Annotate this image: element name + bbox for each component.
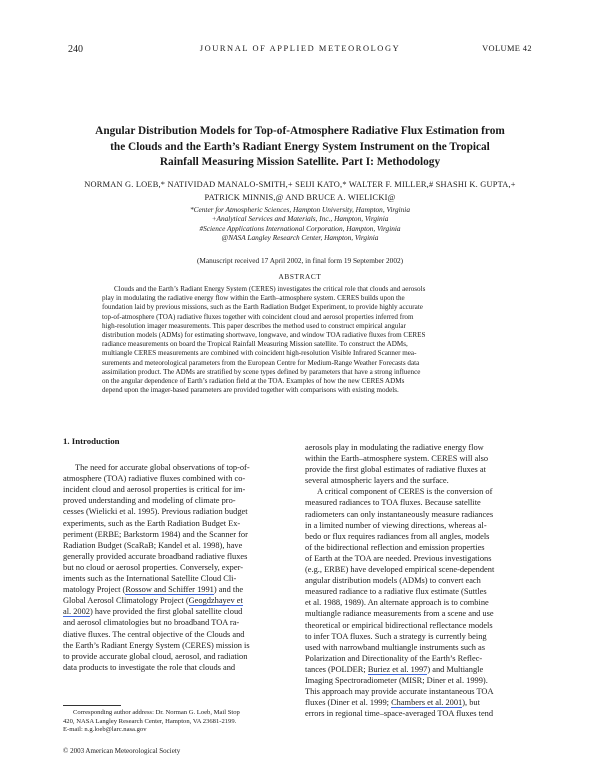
body-text-line: bedo or flux requires radiances from all angles, models: [305, 531, 490, 541]
footnote-line: Corresponding author address: Dr. Norman G. Loeb, Mail Stop: [73, 709, 240, 716]
running-head: [68, 44, 532, 58]
body-text-line: atmosphere (TOA) radiative fluxes combined with co-: [63, 474, 246, 484]
body-text-line: measured radiance to a radiative flux estimate (Suttles: [305, 587, 487, 597]
body-text-line: of the bidirectional reflection and emission properties: [305, 542, 485, 552]
body-text-line: provide the first global estimates of radiative fluxes at: [305, 465, 486, 475]
abstract-line: radiance measurements on board the Tropical Rainfall Measuring Mission satellite. To construct the ADMs,: [102, 340, 408, 349]
body-text-line: and aerosol climatologies but no broadband TOA ra-: [63, 618, 240, 628]
abstract-line: distribution models (ADMs) for estimating shortwave, longwave, and window TOA radiative fluxes from CERES: [102, 331, 426, 340]
abstract-line: on the angular dependence of Earth’s radiation field at the TOA. Examples of how the new CERES ADMs: [102, 377, 405, 386]
body-text-line: fluxes (Diner et al. 1999; Chambers et al. 2001), but: [305, 698, 480, 708]
copyright-notice: © 2003 American Meteorological Society: [63, 747, 181, 755]
body-text-line: used with narrowband multiangle instruments such as: [305, 642, 486, 652]
citation-link[interactable]: al. 2002: [63, 607, 90, 617]
body-text-line: to infer TOA fluxes. Such a strategy is currently being: [305, 631, 487, 641]
body-text-line: iments such as the International Satellite Cloud Cli-: [63, 574, 237, 584]
manuscript-note: (Manuscript received 17 April 2002, in final form 19 September 2002): [196, 256, 404, 265]
body-text-line: Imaging Spectroradiometer (MISR; Diner et al. 1999).: [305, 675, 488, 685]
author-line: PATRICK MINNIS,@ AND BRUCE A. WIELICKI@: [204, 193, 396, 202]
body-text-line: This approach may provide accurate instantaneous TOA: [305, 687, 494, 697]
body-text-line: errors in regional time–space-averaged TOA fluxes tend: [305, 709, 494, 719]
abstract-line: multiangle CERES measurements are combined with coincident high-resolution Visible Infrared Scanner mea-: [102, 349, 417, 358]
body-text-line: to provide accurate global cloud, aerosol, and radiation: [63, 651, 248, 661]
body-text-line: within the Earth–atmosphere system. CERES will also: [305, 454, 489, 464]
author-line: NORMAN G. LOEB,* NATIVIDAD MANALO-SMITH,+ SEIJI KATO,* WALTER F. MILLER,# SHASHI K. GUPTA,+: [84, 180, 516, 189]
body-text-line: measured radiances to TOA fluxes. Because satellite: [305, 498, 481, 508]
body-text-line: cesses (Wielicki et al. 1995). Previous radiation budget: [63, 507, 248, 517]
body-text-line: radiometers can only instantaneously measure radiances: [305, 509, 494, 519]
citation-link[interactable]: Geogdzhayev et: [188, 596, 243, 606]
body-text-line: experiments, such as the Earth Radiation Budget Ex-: [63, 518, 241, 528]
abstract-line: play in modulating the radiative energy flow within the Earth–atmosphere system. CERES builds upon the: [102, 294, 405, 303]
body-text-line: et al. 1988, 1989). An alternate approach is to combine: [305, 598, 489, 608]
abstract-heading: ABSTRACT: [278, 272, 322, 281]
body-text-line: proved understanding and modeling of climate pro-: [63, 496, 236, 506]
body-text-line: several atmospheric layers and the surface.: [305, 476, 449, 486]
volume-label: VOLUME 42: [482, 44, 532, 53]
left-column-text: [63, 462, 281, 673]
citation-link[interactable]: Buriez et al. 1997: [367, 664, 428, 674]
footnote-divider: [63, 705, 121, 706]
body-text-line: Polarization and Directionality of the Earth’s Reflec-: [305, 653, 483, 663]
body-text-line: incident cloud and aerosol properties is critical for im-: [63, 485, 246, 495]
body-text-line: but no cloud or aerosol properties. Conversely, exper-: [63, 562, 243, 572]
body-text-line: data products to investigate the role that clouds and: [63, 662, 236, 672]
body-text-line: theoretical or empirical bidirectional reflectance models: [305, 620, 493, 630]
body-text-line: Global Aerosol Climatology Project (Geogdzhayev et: [63, 596, 243, 606]
body-text-line: al. 2002) have provided the first global satellite cloud: [63, 607, 243, 617]
title-line: Angular Distribution Models for Top-of-Atmosphere Radiative Flux Estimation from: [95, 125, 505, 137]
author-list: [70, 178, 530, 204]
page-number: 240: [68, 44, 83, 55]
body-text-line: diative fluxes. The central objective of the Clouds and: [63, 629, 245, 639]
body-text-line: of Earth at the TOA are needed. Previous investigations: [305, 553, 492, 563]
left-column: [63, 436, 281, 673]
abstract-body: [102, 285, 498, 395]
corresponding-author-footnote: [63, 709, 283, 735]
body-text-line: aerosols play in modulating the radiative energy flow: [305, 443, 484, 452]
body-text-line: multiangle radiance measurements from a scene and use: [305, 609, 494, 619]
abstract-line: surements and meteorological parameters from the European Centre for Medium-Range Weather Forecasts data: [102, 358, 420, 367]
affiliation-line: +Analytical Services and Materials, Inc., Hampton, Virginia: [211, 214, 389, 224]
journal-name: JOURNAL OF APPLIED METEOROLOGY: [199, 44, 401, 53]
affiliation-line: @NASA Langley Research Center, Hampton, Virginia: [221, 233, 379, 243]
body-text-line: The need for accurate global observations of top-of-: [75, 463, 250, 473]
abstract-line: foundation laid by previous missions, such as the Earth Radiation Budget Experiment, to provide highly accurate: [102, 303, 423, 312]
abstract-line: top-of-atmosphere (TOA) radiative fluxes together with coincident cloud and aerosol properties inferred from: [102, 312, 414, 321]
body-text-line: A critical component of CERES is the conversion of: [317, 487, 493, 497]
title-line: the Clouds and the Earth’s Radiant Energy System Instrument on the Tropical: [110, 140, 490, 153]
citation-link[interactable]: Rossow and Schiffer 1991: [125, 585, 214, 595]
right-column: [305, 442, 537, 719]
footnote-line: E-mail: n.g.loeb@larc.nasa.gov: [63, 726, 147, 734]
body-text-line: generally provided accurate broadband radiative fluxes: [63, 551, 248, 561]
body-text-line: the Earth’s Radiant Energy System (CERES) mission is: [63, 640, 250, 650]
body-text-line: angular distribution models (ADMs) to convert each: [305, 576, 481, 586]
affiliation-line: *Center for Atmospheric Sciences, Hampton University, Hampton, Virginia: [190, 205, 410, 214]
body-text-line: (e.g., ERBE) have developed empirical scene-dependent: [305, 565, 495, 575]
section-heading: 1. Introduction: [63, 436, 120, 446]
abstract-line: Clouds and the Earth’s Radiant Energy System (CERES) investigates the critical role that clouds and aerosols: [114, 285, 426, 293]
body-text-line: in a limited number of viewing directions, whereas al-: [305, 520, 487, 530]
affiliation-line: #Science Applications International Corporation, Hampton, Virginia: [199, 223, 401, 233]
body-text-line: periment (ERBE; Barkstorm 1984) and the Scanner for: [63, 529, 248, 539]
abstract-line: assimilation product. The ADMs are stratified by scene types defined by parameters that have a strong influence: [102, 367, 421, 376]
body-text-line: tances (POLDER; Buriez et al. 1997) and Multiangle: [305, 664, 484, 674]
citation-link[interactable]: Chambers et al. 2001: [391, 698, 463, 708]
body-text-line: matology Project (Rossow and Schiffer 1991) and the: [63, 585, 244, 595]
body-text-line: Radiation Budget (ScaRaB; Kandel et al. 1998), have: [63, 540, 243, 550]
paper-title: [70, 124, 530, 171]
abstract-line: depend upon the imager-based parameters are provided together with comparisons with existing models.: [102, 386, 399, 395]
title-line: Rainfall Measuring Mission Satellite. Part I: Methodology: [159, 156, 441, 168]
abstract-line: high-resolution imager measurements. This paper describes the method used to construct empirical angular: [102, 321, 406, 330]
affiliations: [100, 205, 500, 243]
footnote-line: 420, NASA Langley Research Center, Hampton, VA 23681-2199.: [63, 717, 237, 725]
